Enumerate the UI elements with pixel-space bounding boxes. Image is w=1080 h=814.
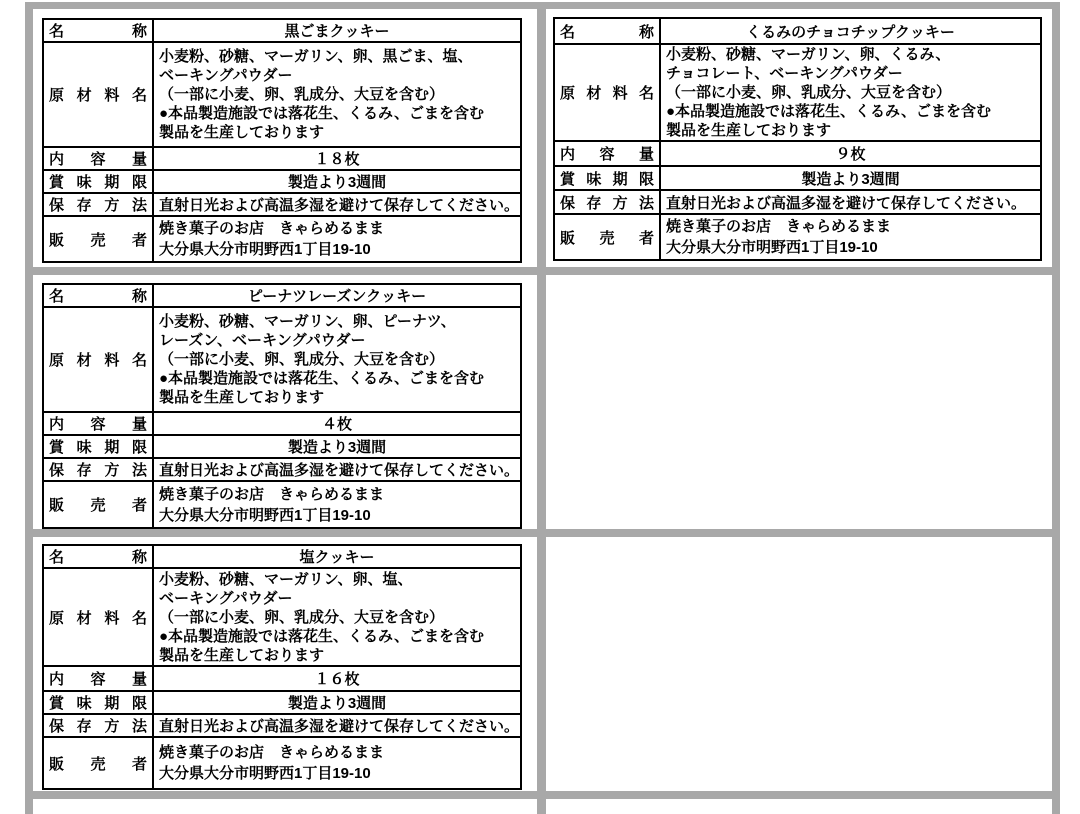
row-storage bbox=[43, 714, 521, 737]
storage-value: 直射日光および高温多湿を避けて保存してください。 bbox=[153, 458, 521, 481]
field-label-name: 名称 bbox=[43, 545, 153, 568]
field-label-storage: 保存方法 bbox=[554, 190, 660, 214]
ingredients-line: ●本品製造施設では落花生、くるみ、ごまを含む bbox=[666, 103, 991, 120]
row-ingredients bbox=[43, 42, 521, 147]
grid-line-vertical-middle bbox=[537, 2, 546, 814]
row-net-content bbox=[43, 412, 521, 435]
row-storage bbox=[43, 458, 521, 481]
seller-value bbox=[153, 216, 521, 262]
label-table-salt bbox=[42, 544, 522, 790]
row-ingredients bbox=[43, 307, 521, 412]
seller-address-line: 大分県大分市明野西1丁目19-10 bbox=[666, 239, 878, 256]
grid-line-horizontal-1 bbox=[25, 2, 1060, 9]
row-best-before bbox=[43, 435, 521, 458]
row-seller bbox=[43, 481, 521, 528]
field-label-name: 名称 bbox=[43, 19, 153, 42]
net-content-value: ４枚 bbox=[153, 412, 521, 435]
ingredients-line: 小麦粉、砂糖、マーガリン、卵、くるみ、 bbox=[666, 46, 951, 63]
ingredients-line: ●本品製造施設では落花生、くるみ、ごまを含む bbox=[159, 105, 484, 122]
ingredients-line: 製品を生産しております bbox=[159, 646, 325, 664]
ingredients-value bbox=[153, 307, 521, 412]
field-label-net-content: 内容量 bbox=[554, 141, 660, 166]
grid-line-horizontal-3 bbox=[25, 529, 1060, 537]
net-content-value: １６枚 bbox=[153, 666, 521, 691]
grid-line-horizontal-4 bbox=[25, 791, 1060, 799]
seller-name-line: 焼き菓子のお店 きゃらめるまま bbox=[159, 220, 385, 237]
grid-line-vertical-right bbox=[1052, 2, 1060, 814]
row-ingredients bbox=[43, 568, 521, 666]
field-label-best-before: 賞味期限 bbox=[43, 170, 153, 193]
best-before-value: 製造より3週間 bbox=[153, 691, 521, 714]
row-seller bbox=[554, 214, 1041, 260]
row-net-content bbox=[554, 141, 1041, 166]
ingredients-line: レーズン、ベーキングパウダー bbox=[159, 332, 366, 349]
row-best-before bbox=[554, 166, 1041, 190]
ingredients-line: （一部に小麦、卵、乳成分、大豆を含む） bbox=[159, 608, 445, 626]
ingredients-line: （一部に小麦、卵、乳成分、大豆を含む） bbox=[666, 84, 952, 101]
ingredients-value bbox=[153, 42, 521, 147]
seller-name-line: 焼き菓子のお店 きゃらめるまま bbox=[159, 744, 385, 761]
field-label-name: 名称 bbox=[43, 284, 153, 307]
seller-name-line: 焼き菓子のお店 きゃらめるまま bbox=[666, 218, 892, 235]
label-table-peanut-raisin bbox=[42, 283, 522, 529]
ingredients-line: チョコレート、ベーキングパウダー bbox=[666, 65, 903, 82]
seller-value bbox=[153, 481, 521, 528]
best-before-value: 製造より3週間 bbox=[153, 435, 521, 458]
label-table-black-sesame bbox=[42, 18, 522, 263]
field-label-storage: 保存方法 bbox=[43, 714, 153, 737]
product-name: 塩クッキー bbox=[153, 545, 521, 568]
product-name: くるみのチョコチップクッキー bbox=[660, 18, 1041, 44]
product-name: ピーナツレーズンクッキー bbox=[153, 284, 521, 307]
ingredients-value bbox=[153, 568, 521, 666]
storage-value: 直射日光および高温多湿を避けて保存してください。 bbox=[153, 714, 521, 737]
ingredients-line: 製品を生産しております bbox=[666, 122, 832, 139]
product-name: 黒ごまクッキー bbox=[153, 19, 521, 42]
row-name bbox=[554, 18, 1041, 44]
field-label-net-content: 内容量 bbox=[43, 666, 153, 691]
ingredients-line: 製品を生産しております bbox=[159, 389, 325, 406]
field-label-name: 名称 bbox=[554, 18, 660, 44]
field-label-seller: 販売者 bbox=[43, 216, 153, 262]
field-label-best-before: 賞味期限 bbox=[43, 435, 153, 458]
field-label-seller: 販売者 bbox=[43, 481, 153, 528]
field-label-ingredients: 原材料名 bbox=[554, 44, 660, 141]
net-content-value: ９枚 bbox=[660, 141, 1041, 166]
grid-line-horizontal-2 bbox=[25, 267, 1060, 275]
field-label-net-content: 内容量 bbox=[43, 147, 153, 170]
seller-name-line: 焼き菓子のお店 きゃらめるまま bbox=[159, 485, 385, 503]
ingredients-line: ベーキングパウダー bbox=[159, 589, 293, 607]
label-table-walnut-chocochip bbox=[553, 17, 1042, 261]
row-name bbox=[43, 545, 521, 568]
seller-address-line: 大分県大分市明野西1丁目19-10 bbox=[159, 241, 371, 258]
seller-address-line: 大分県大分市明野西1丁目19-10 bbox=[159, 506, 371, 524]
grid-line-vertical-left bbox=[25, 2, 33, 814]
seller-address-line: 大分県大分市明野西1丁目19-10 bbox=[159, 765, 371, 782]
field-label-best-before: 賞味期限 bbox=[554, 166, 660, 190]
field-label-seller: 販売者 bbox=[554, 214, 660, 260]
ingredients-line: 小麦粉、砂糖、マーガリン、卵、ピーナツ、 bbox=[159, 313, 456, 330]
field-label-ingredients: 原材料名 bbox=[43, 568, 153, 666]
field-label-ingredients: 原材料名 bbox=[43, 42, 153, 147]
best-before-value: 製造より3週間 bbox=[660, 166, 1041, 190]
row-net-content bbox=[43, 147, 521, 170]
ingredients-line: ●本品製造施設では落花生、くるみ、ごまを含む bbox=[159, 370, 484, 387]
field-label-net-content: 内容量 bbox=[43, 412, 153, 435]
row-best-before bbox=[43, 170, 521, 193]
storage-value: 直射日光および高温多湿を避けて保存してください。 bbox=[660, 190, 1041, 214]
row-name bbox=[43, 19, 521, 42]
row-best-before bbox=[43, 691, 521, 714]
ingredients-line: （一部に小麦、卵、乳成分、大豆を含む） bbox=[159, 351, 445, 368]
ingredients-line: ベーキングパウダー bbox=[159, 67, 293, 84]
ingredients-line: 小麦粉、砂糖、マーガリン、卵、塩、 bbox=[159, 570, 413, 588]
row-seller bbox=[43, 216, 521, 262]
field-label-best-before: 賞味期限 bbox=[43, 691, 153, 714]
seller-value bbox=[153, 737, 521, 789]
seller-value bbox=[660, 214, 1041, 260]
ingredients-line: ●本品製造施設では落花生、くるみ、ごまを含む bbox=[159, 627, 484, 645]
best-before-value: 製造より3週間 bbox=[153, 170, 521, 193]
row-storage bbox=[43, 193, 521, 216]
field-label-storage: 保存方法 bbox=[43, 458, 153, 481]
row-storage bbox=[554, 190, 1041, 214]
storage-value: 直射日光および高温多湿を避けて保存してください。 bbox=[153, 193, 521, 216]
net-content-value: １８枚 bbox=[153, 147, 521, 170]
ingredients-line: （一部に小麦、卵、乳成分、大豆を含む） bbox=[159, 86, 445, 103]
row-net-content bbox=[43, 666, 521, 691]
ingredients-line: 小麦粉、砂糖、マーガリン、卵、黒ごま、塩、 bbox=[159, 48, 473, 65]
row-ingredients bbox=[554, 44, 1041, 141]
ingredients-value bbox=[660, 44, 1041, 141]
row-name bbox=[43, 284, 521, 307]
field-label-seller: 販売者 bbox=[43, 737, 153, 789]
field-label-ingredients: 原材料名 bbox=[43, 307, 153, 412]
field-label-storage: 保存方法 bbox=[43, 193, 153, 216]
row-seller bbox=[43, 737, 521, 789]
ingredients-line: 製品を生産しております bbox=[159, 124, 325, 141]
